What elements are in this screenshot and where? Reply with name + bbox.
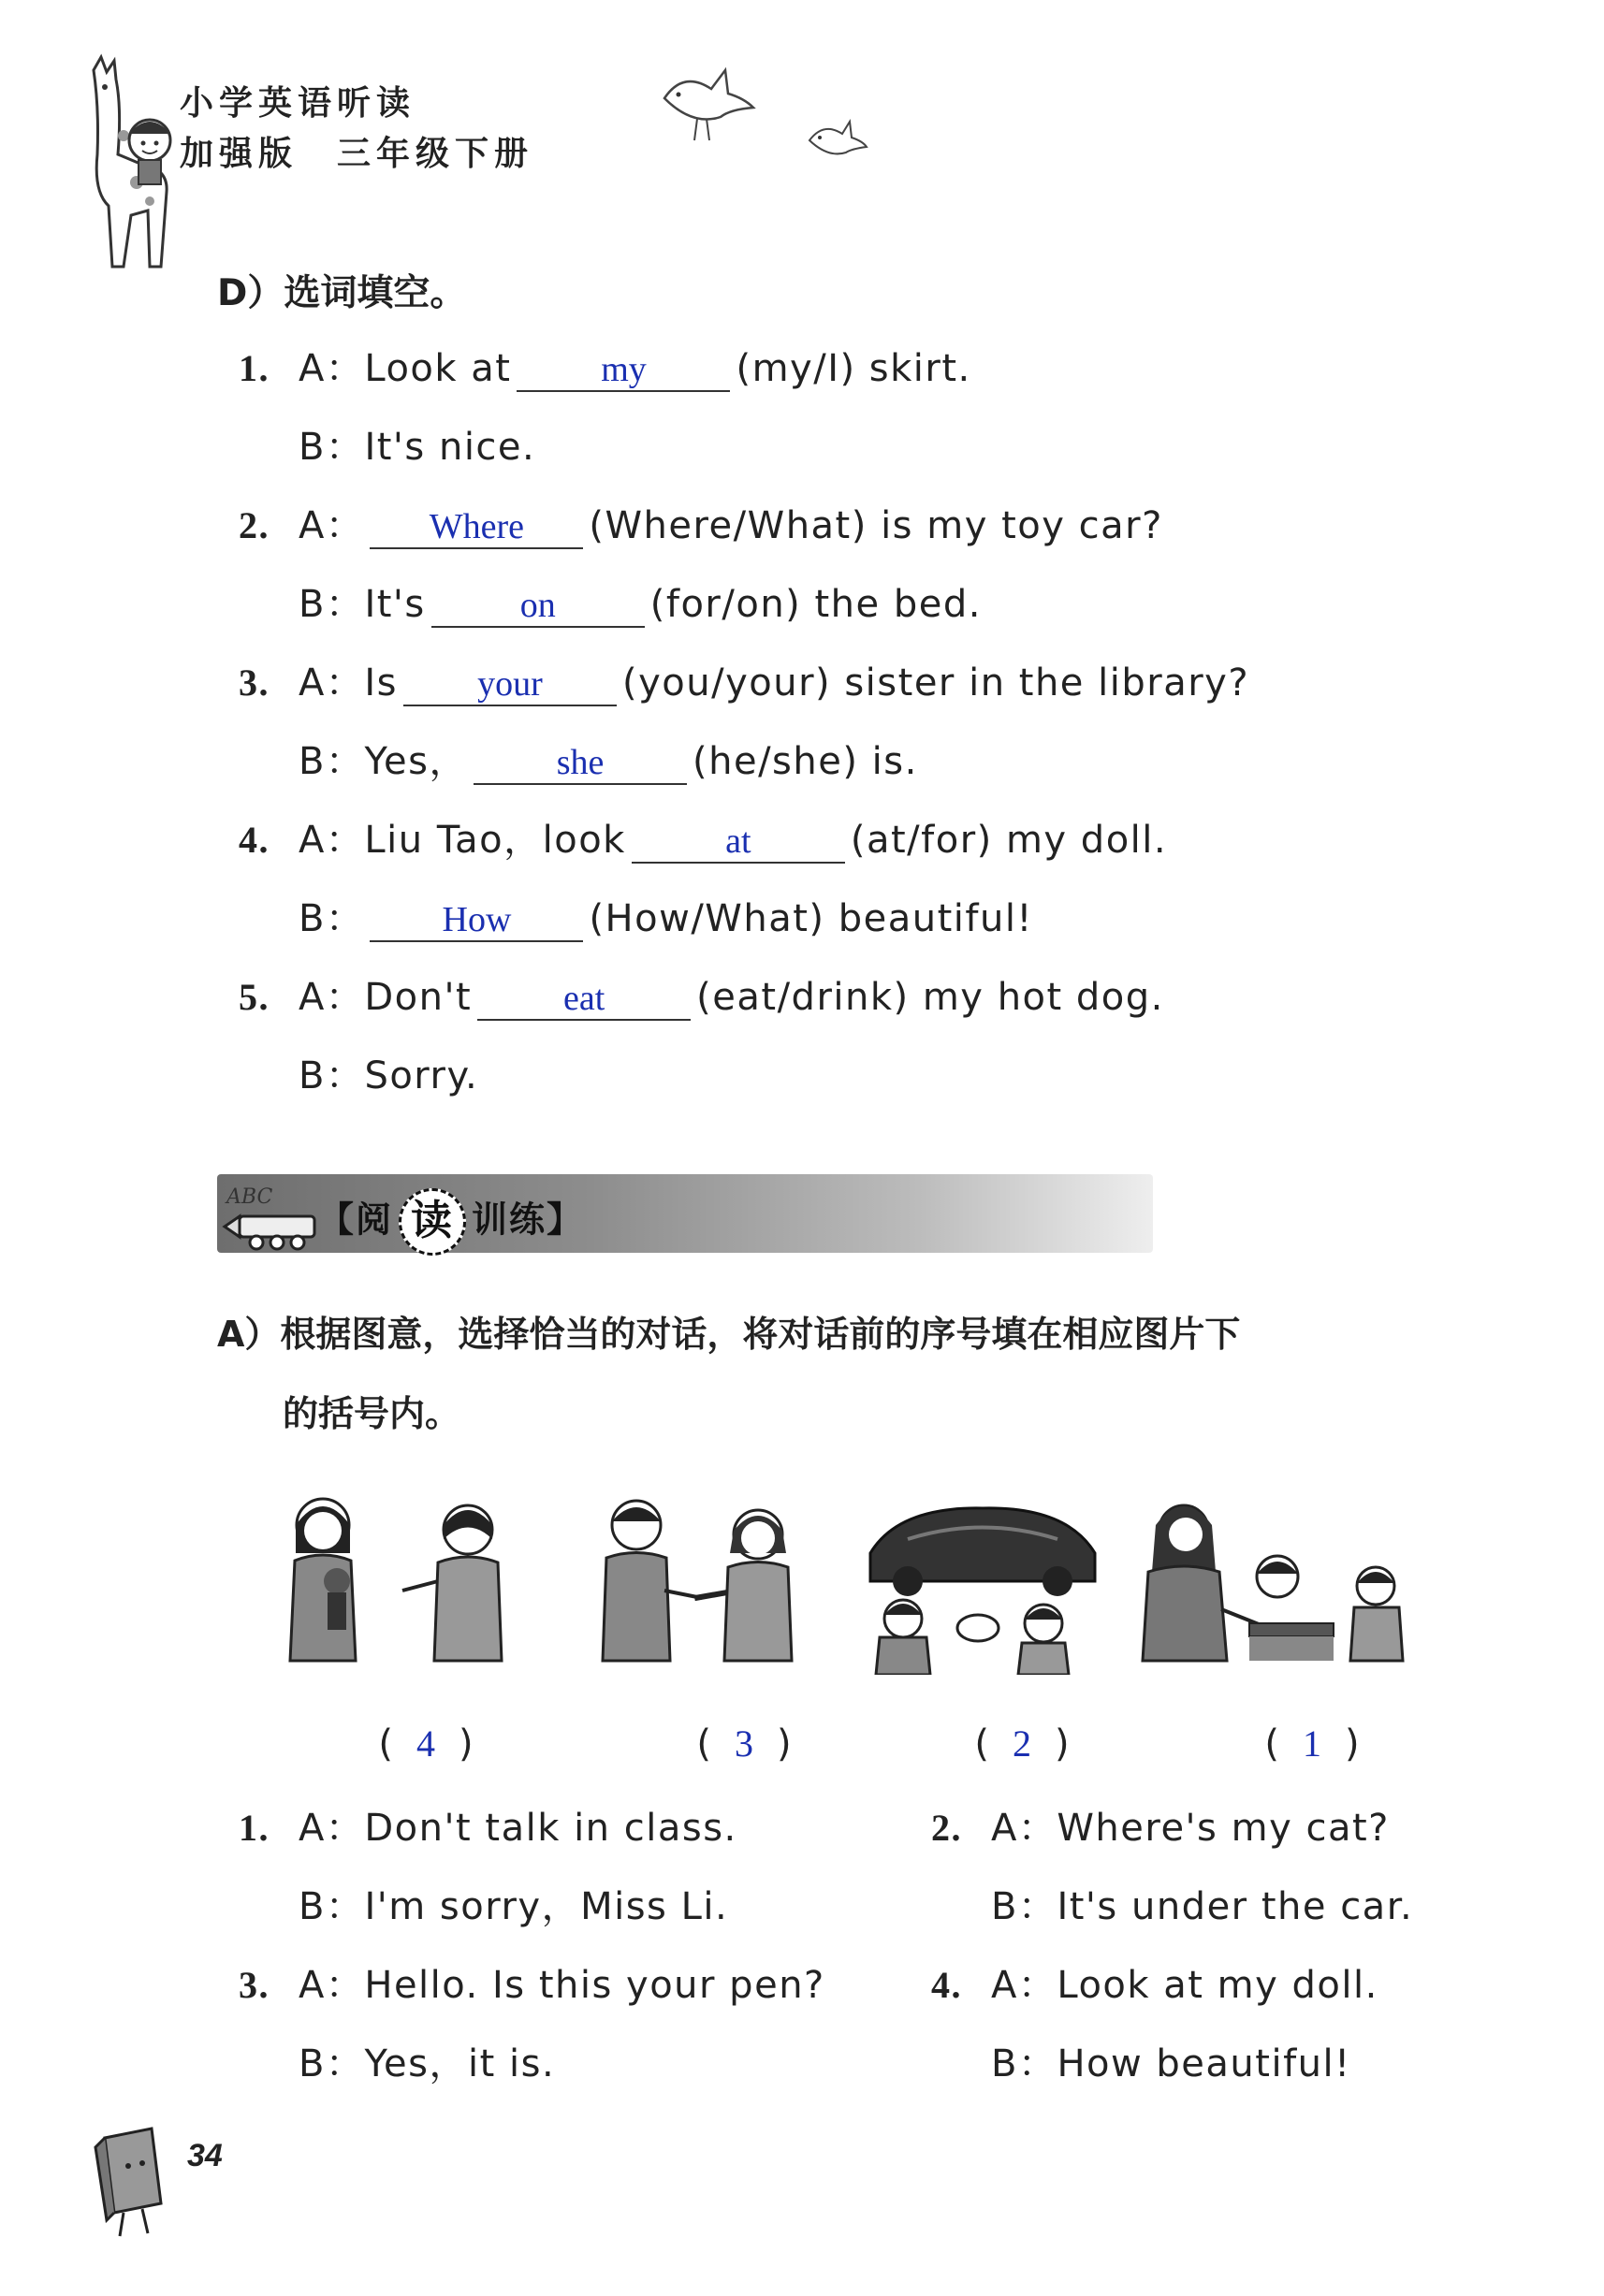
dialogue-4-a-text: A：Look at my doll. — [991, 1964, 1378, 2007]
dialogue-3-a — [239, 1955, 825, 2009]
section-a-instruction-2: 的括号内。 — [283, 1393, 461, 1434]
picture-3-answer-value: 2 — [1013, 1722, 1031, 1765]
dialogue-3-b: B：Yes，it is. — [299, 2042, 556, 2085]
picture-4-answer[interactable]: ( 1 ) — [1264, 1722, 1360, 1766]
edition-label: 加强版 三年级下册 — [180, 135, 534, 173]
page-number: 34 — [187, 2138, 223, 2173]
q5-answer-blank[interactable]: eat — [477, 978, 691, 1021]
picture-3-car-cat — [861, 1488, 1104, 1678]
q4-b-line — [299, 889, 1033, 942]
q3-b-suffix: (he/she) is. — [693, 740, 918, 783]
q4-a-prefix: A：Liu Tao，look — [299, 819, 626, 862]
picture-2-answer-value: 3 — [735, 1722, 753, 1765]
q1-answer-blank[interactable]: my — [517, 349, 730, 392]
banner-circle-char: 读 — [399, 1188, 466, 1256]
q3-number: 3. — [239, 661, 270, 704]
q1-a-line — [239, 339, 971, 392]
dialogue-2-a-text: A：Where's my cat? — [991, 1807, 1390, 1850]
picture-2-answer[interactable]: ( 3 ) — [696, 1722, 792, 1766]
q5-a-suffix: (eat/drink) my hot dog. — [696, 976, 1164, 1019]
q5-number: 5. — [239, 976, 270, 1018]
q4-b-prefix: B： — [299, 897, 365, 940]
picture-3-answer[interactable]: ( 2 ) — [974, 1722, 1070, 1766]
dialogue-4-a — [931, 1955, 1378, 2009]
q3-b-line — [299, 732, 918, 785]
q2-b-suffix: (for/on) the bed. — [649, 583, 982, 626]
dialogue-3-number: 3. — [239, 1964, 270, 2006]
dialogue-2-number: 2. — [931, 1807, 962, 1849]
q3-b-prefix: B：Yes， — [299, 740, 469, 783]
picture-2-pen — [590, 1488, 814, 1669]
dialogue-4-number: 4. — [931, 1964, 962, 2006]
section-a-instruction-1: A）根据图意，选择恰当的对话，将对话前的序号填在相应图片下 — [217, 1314, 1241, 1355]
small-bird-icon — [805, 117, 870, 172]
bird-icon — [655, 61, 758, 149]
picture-4-classroom — [1137, 1488, 1408, 1669]
q3-a-suffix: (you/your) sister in the library? — [622, 661, 1250, 705]
q3-answer-blank[interactable]: your — [403, 663, 617, 706]
dialogue-1-a — [239, 1798, 737, 1852]
picture-1-answer[interactable]: ( 4 ) — [378, 1722, 474, 1766]
q3-a-line — [239, 653, 1249, 706]
picture-4-answer-value: 1 — [1303, 1722, 1321, 1765]
q1-a-suffix: (my/I) skirt. — [736, 347, 971, 390]
q2-number: 2. — [239, 504, 270, 546]
q4-b-suffix: (How/What) beautiful! — [589, 897, 1033, 940]
section-d-title: D）选词填空。 — [217, 272, 467, 314]
q2-a-line — [239, 496, 1163, 549]
q2-answer-blank[interactable]: Where — [370, 506, 583, 549]
banner-title — [318, 1188, 584, 1256]
q3-a-prefix: A：Is — [299, 661, 398, 705]
giraffe-mascot-icon — [56, 51, 197, 280]
book-mascot-icon — [86, 2119, 180, 2245]
q5-b-line: B：Sorry. — [299, 1054, 479, 1097]
q4-number: 4. — [239, 819, 270, 861]
q1-a-prefix: A：Look at — [299, 347, 512, 390]
banner-left: 【阅 — [318, 1199, 394, 1241]
dialogue-3-a-text: A：Hello. Is this your pen? — [299, 1964, 825, 2007]
dialogue-2-b: B：It's under the car. — [991, 1885, 1414, 1928]
dialogue-1-b: B：I'm sorry，Miss Li. — [299, 1885, 729, 1928]
q4-a-line — [239, 810, 1167, 864]
dialogue-1-a-text: A：Don't talk in class. — [299, 1807, 737, 1850]
q2-a-suffix: (Where/What) is my toy car? — [589, 504, 1163, 547]
dialogue-4-b: B：How beautiful! — [991, 2042, 1351, 2085]
q3-b-answer-blank[interactable]: she — [474, 742, 687, 785]
q5-a-prefix: A：Don't — [299, 976, 473, 1019]
picture-1-answer-value: 4 — [416, 1722, 435, 1765]
q2-b-answer-blank[interactable]: on — [431, 585, 645, 628]
q2-a-prefix: A： — [299, 504, 365, 547]
q2-b-line — [299, 574, 982, 628]
q1-number: 1. — [239, 347, 270, 389]
dialogue-2-a — [931, 1798, 1390, 1852]
q5-a-line — [239, 967, 1164, 1021]
banner-right: 训练】 — [472, 1199, 585, 1241]
q4-b-answer-blank[interactable]: How — [370, 899, 583, 942]
banner-deco-text: ABC — [226, 1185, 273, 1209]
series-title: 小学英语听读 — [180, 84, 416, 123]
q4-a-suffix: (at/for) my doll. — [850, 819, 1168, 862]
q1-b-line: B：It's nice. — [299, 426, 536, 469]
pencil-abc-icon — [221, 1181, 324, 1256]
dialogue-1-number: 1. — [239, 1807, 270, 1849]
q4-answer-blank[interactable]: at — [632, 821, 845, 864]
picture-1-doll — [281, 1488, 524, 1669]
q2-b-prefix: B：It's — [299, 583, 426, 626]
